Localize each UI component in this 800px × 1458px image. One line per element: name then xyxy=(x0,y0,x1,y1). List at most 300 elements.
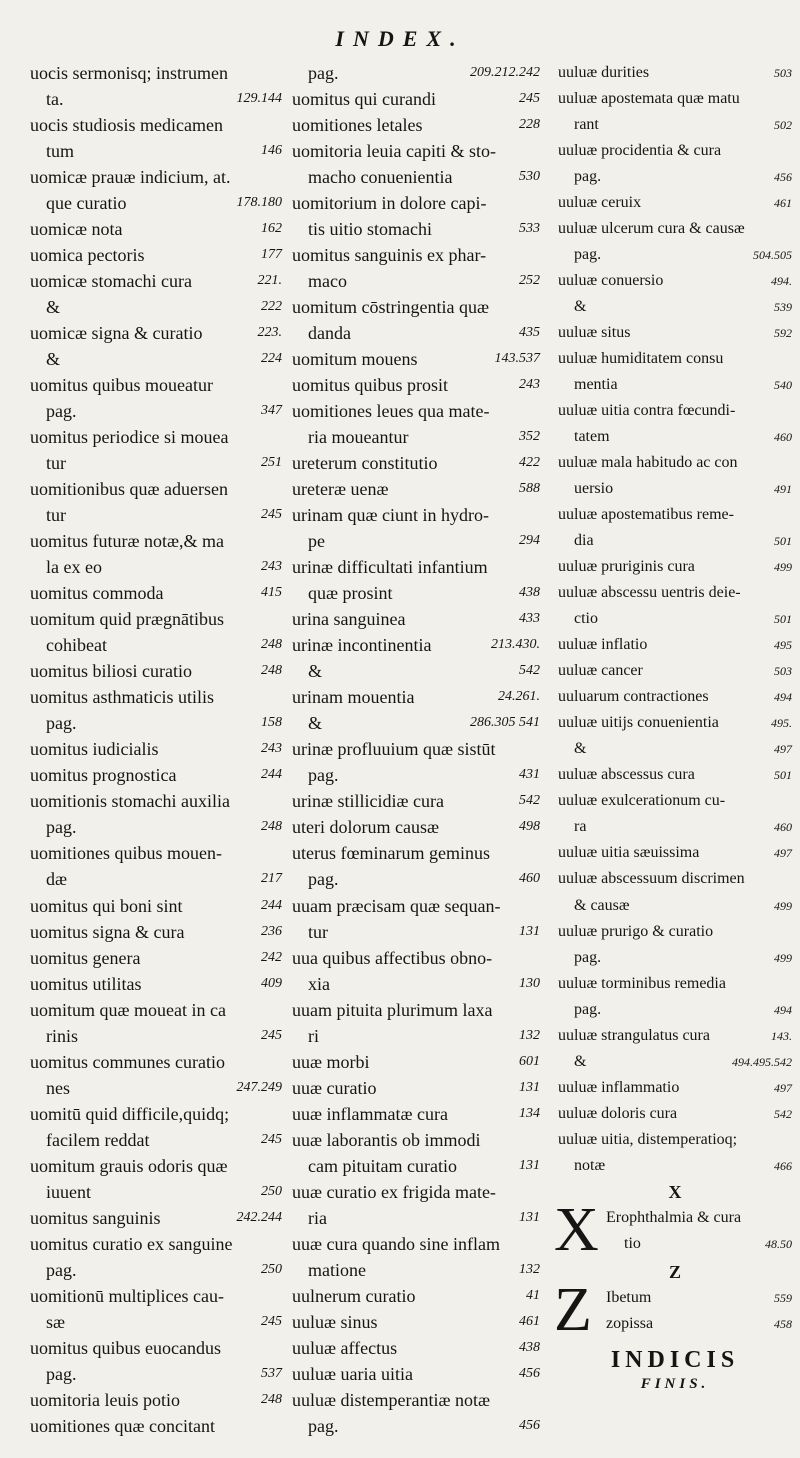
index-entry-line xyxy=(292,346,540,372)
page-ref: 504.505 xyxy=(753,248,792,263)
index-entry-line xyxy=(292,164,540,190)
entry-text: urinæ incontinentia xyxy=(292,635,432,656)
entry-text: uuluæ distemperantiæ notæ xyxy=(292,1389,490,1410)
page-ref: 131 xyxy=(519,1157,540,1173)
index-entry-line xyxy=(30,945,282,971)
entry-line xyxy=(606,1311,792,1337)
index-entry-line xyxy=(30,710,282,736)
index-entry-line xyxy=(30,1127,282,1153)
page-ref: 242 xyxy=(261,949,282,965)
entry-text: mentia xyxy=(574,376,618,394)
index-entry-line xyxy=(292,893,540,919)
page-ref: 245 xyxy=(261,1313,282,1329)
entry-text: uomitus commoda xyxy=(30,583,164,604)
entry-text: cohibeat xyxy=(46,635,107,656)
page-ref: 438 xyxy=(519,1339,540,1355)
entry-text: uomitus communes curatio xyxy=(30,1051,225,1072)
entry-text: pag. xyxy=(46,1363,77,1384)
page-ref: 131 xyxy=(519,923,540,939)
entry-text: uuluæ prurigo & curatio xyxy=(558,922,714,940)
index-entry-line xyxy=(292,632,540,658)
entry-text: tur xyxy=(308,921,328,942)
entry-text: Ibetum xyxy=(606,1288,652,1306)
entry-text: uomitus iudicialis xyxy=(30,739,159,760)
index-entry-line xyxy=(558,164,792,190)
entry-text: uomitus utilitas xyxy=(30,973,142,994)
index-entry-line xyxy=(292,554,540,580)
index-entry-line xyxy=(558,476,792,502)
index-entry-line xyxy=(30,346,282,372)
entry-text: urinæ profluuium quæ sistūt xyxy=(292,739,496,760)
page-ref: 433 xyxy=(519,611,540,627)
index-entry-line xyxy=(558,112,792,138)
page-ref: 501 xyxy=(774,768,792,783)
entry-text: & xyxy=(46,297,61,318)
index-entry-line xyxy=(292,945,540,971)
drop-cap-z: Z xyxy=(554,1275,592,1344)
page-ref: 250 xyxy=(261,1183,282,1199)
entry-text: uomitus qui boni sint xyxy=(30,895,183,916)
index-entry-line xyxy=(292,424,540,450)
page-ref: 41 xyxy=(526,1287,540,1303)
entry-text: uuluæ procidentia & cura xyxy=(558,142,722,160)
entry-text: ri xyxy=(308,1025,319,1046)
page-ref: 248 xyxy=(261,819,282,835)
entry-text: uua quibus affectibus obno- xyxy=(292,947,493,968)
entry-text: ureteræ uenæ xyxy=(292,479,389,500)
index-entry-line xyxy=(558,60,792,86)
index-entry-line xyxy=(292,1335,540,1361)
index-entry-line xyxy=(30,1387,282,1413)
page-ref: 540 xyxy=(774,378,792,393)
entry-text: tis uitio stomachi xyxy=(308,219,432,240)
index-entry-line xyxy=(30,476,282,502)
page-ref: 131 xyxy=(519,1079,540,1095)
page-ref: 245 xyxy=(261,1027,282,1043)
entry-text: uomitorium in dolore capi- xyxy=(292,193,487,214)
entry-text: uuluæ uaria uitia xyxy=(292,1363,413,1384)
entry-text: uuluæ ceruix xyxy=(558,194,642,212)
entry-text: uuluæ torminibus remedia xyxy=(558,974,726,992)
page-ref: 217 xyxy=(261,871,282,887)
page-ref: 132 xyxy=(519,1261,540,1277)
page-ref: 460 xyxy=(519,871,540,887)
entry-text: & xyxy=(46,349,61,370)
index-entry-line xyxy=(292,242,540,268)
page-ref: 458 xyxy=(774,1316,792,1331)
entry-text: uomitus sanguinis xyxy=(30,1207,161,1228)
page-ref: 503 xyxy=(774,664,792,679)
page-ref: 542 xyxy=(519,663,540,679)
index-entry-line xyxy=(30,1257,282,1283)
entry-text: urina sanguinea xyxy=(292,609,406,630)
page-ref: 466 xyxy=(774,1158,792,1173)
entry-text: uomitus quibus prosit xyxy=(292,375,449,396)
entry-text: uomica pectoris xyxy=(30,245,145,266)
index-entry-line xyxy=(292,788,540,814)
index-entry-line xyxy=(558,398,792,424)
page-ref: 409 xyxy=(261,975,282,991)
index-entry-line xyxy=(292,762,540,788)
entry-text: pag. xyxy=(46,817,77,838)
page-ref: 461 xyxy=(774,196,792,211)
entry-text: urinam quæ ciunt in hydro- xyxy=(292,505,489,526)
index-entry-line xyxy=(292,814,540,840)
entry-text: pag. xyxy=(46,401,77,422)
entry-text: uomitus quibus euocandus xyxy=(30,1337,221,1358)
page-ref: 129.144 xyxy=(236,91,282,107)
index-entry-line xyxy=(558,788,792,814)
entry-text: uomitum quid prægnātibus xyxy=(30,609,225,630)
page-ref: 286.305 541 xyxy=(470,715,540,731)
page-ref: 158 xyxy=(261,715,282,731)
index-entry-line xyxy=(30,1309,282,1335)
entry-text: pag. xyxy=(308,869,339,890)
index-entry-line xyxy=(292,502,540,528)
index-entry-line xyxy=(30,893,282,919)
index-entry-line xyxy=(30,1049,282,1075)
entry-text: uuluæ mala habitudo ac con xyxy=(558,454,738,472)
index-entry-line xyxy=(558,840,792,866)
page-ref: 131 xyxy=(519,1209,540,1225)
entry-text: uuluæ apostemata quæ matu xyxy=(558,90,740,108)
index-entry-line xyxy=(30,971,282,997)
page-ref: 431 xyxy=(519,767,540,783)
index-entry-line xyxy=(30,268,282,294)
index-entry-line xyxy=(30,242,282,268)
entry-text: uomitum grauis odoris quæ xyxy=(30,1155,228,1176)
entry-text: uuluæ humiditatem consu xyxy=(558,350,724,368)
index-entry-line xyxy=(30,86,282,112)
entry-text: urinam mouentia xyxy=(292,687,415,708)
entry-text: uuluæ affectus xyxy=(292,1337,398,1358)
entry-text: urinæ stillicidiæ cura xyxy=(292,791,444,812)
entry-text: pag. xyxy=(308,1415,339,1436)
index-entry-line xyxy=(558,372,792,398)
index-entry-line xyxy=(292,528,540,554)
index-entry-line xyxy=(30,840,282,866)
entry-text: pag. xyxy=(574,948,602,966)
page-ref: 601 xyxy=(519,1053,540,1069)
index-entry-line xyxy=(558,971,792,997)
index-entry-line xyxy=(292,1387,540,1413)
index-entry-line xyxy=(292,1101,540,1127)
page-ref: 533 xyxy=(519,221,540,237)
entry-text: uulnerum curatio xyxy=(292,1285,416,1306)
index-end xyxy=(558,1345,792,1393)
page-ref: 503 xyxy=(774,66,792,80)
entry-text: & xyxy=(574,1052,587,1070)
entry-text: notæ xyxy=(574,1156,606,1174)
page-ref: 243 xyxy=(261,741,282,757)
entry-text: matione xyxy=(308,1259,366,1280)
page-ref: 460 xyxy=(774,820,792,835)
entry-text: pag. xyxy=(574,1000,602,1018)
entry-text: urinæ difficultati infantium xyxy=(292,557,488,578)
index-entry-line xyxy=(30,1413,282,1439)
entry-text: uuæ laborantis ob immodi xyxy=(292,1129,481,1150)
index-entry-line xyxy=(292,1205,540,1231)
entry-text: uuam præcisam quæ sequan- xyxy=(292,895,501,916)
page-ref: 244 xyxy=(261,897,282,913)
page-ref: 460 xyxy=(774,430,792,445)
page-ref: 222 xyxy=(261,299,282,315)
index-entry-line xyxy=(30,1361,282,1387)
entry-text: uuluæ cancer xyxy=(558,662,643,680)
index-entry-line xyxy=(558,346,792,372)
index-entry-line xyxy=(292,1075,540,1101)
index-entry-line xyxy=(292,1309,540,1335)
index-entry-line xyxy=(30,528,282,554)
page-ref: 245 xyxy=(519,91,540,107)
entry-text: rant xyxy=(574,116,599,134)
entry-text: uomicæ nota xyxy=(30,219,123,240)
page-ref: 559 xyxy=(774,1290,792,1305)
entry-text: uuluæ doloris cura xyxy=(558,1104,678,1122)
entry-text: uomitoria leuis potio xyxy=(30,1389,180,1410)
page-ref: 134 xyxy=(519,1105,540,1121)
entry-text: quæ prosint xyxy=(308,583,393,604)
page-ref: 497 xyxy=(774,742,792,757)
entry-text: uocis studiosis medicamen xyxy=(30,115,223,136)
page-ref: 499 xyxy=(774,950,792,965)
index-entry-line xyxy=(292,1179,540,1205)
entry-text: uomitionis stomachi auxilia xyxy=(30,791,230,812)
entry-line xyxy=(624,1231,792,1257)
page-ref: 347 xyxy=(261,403,282,419)
index-entry-line xyxy=(558,606,792,632)
page-ref: 245 xyxy=(261,1131,282,1147)
index-entry-line xyxy=(292,684,540,710)
page-header: INDEX. xyxy=(335,26,465,51)
entry-text: pe xyxy=(308,531,325,552)
entry-text: uomitiones letales xyxy=(292,115,423,136)
index-entry-line xyxy=(558,684,792,710)
index-entry-line xyxy=(292,112,540,138)
entry-text: macho conuenientia xyxy=(308,167,453,188)
index-column-3-entries xyxy=(558,60,792,1179)
entry-text: uomitus asthmaticis utilis xyxy=(30,687,214,708)
index-entry-line xyxy=(30,138,282,164)
index-entry-line xyxy=(30,788,282,814)
index-entry-line xyxy=(30,398,282,424)
index-entry-line xyxy=(292,919,540,945)
index-entry-line xyxy=(558,1101,792,1127)
entry-text: uomitum quæ moueat in ca xyxy=(30,999,226,1020)
entry-text: uuluæ abscessu uentris deie- xyxy=(558,584,741,602)
page-ref: 494.495.542 xyxy=(732,1054,792,1069)
entry-text: pag. xyxy=(46,713,77,734)
page-ref: 252 xyxy=(519,273,540,289)
index-entry-line xyxy=(30,216,282,242)
index-entry-line xyxy=(558,424,792,450)
entry-text: uersio xyxy=(574,480,614,498)
index-entry-line xyxy=(292,86,540,112)
index-entry-line xyxy=(30,1231,282,1257)
index-entry-line xyxy=(30,1335,282,1361)
page-ref: 502 xyxy=(774,118,792,133)
entry-text: uuæ inflammatæ cura xyxy=(292,1103,448,1124)
page-ref: 248 xyxy=(261,663,282,679)
index-entry-line xyxy=(292,1049,540,1075)
entry-text: zopissa xyxy=(606,1314,654,1332)
index-entry-line xyxy=(292,190,540,216)
entry-text: pag. xyxy=(308,63,339,83)
page-ref: 491 xyxy=(774,482,792,497)
page-ref: 24.261. xyxy=(498,689,540,705)
index-entry-line xyxy=(558,1153,792,1179)
index-entry-line xyxy=(558,1023,792,1049)
entry-text: uomicæ signa & curatio xyxy=(30,323,203,344)
page-ref: 542 xyxy=(519,793,540,809)
index-entry-line xyxy=(292,658,540,684)
page-ref: 243 xyxy=(261,559,282,575)
entry-text: uteri dolorum causæ xyxy=(292,817,439,838)
page-ref: 539 xyxy=(774,300,792,315)
page-ref: 499 xyxy=(774,898,792,913)
index-column-1 xyxy=(30,60,282,1439)
entry-text: pag. xyxy=(46,1259,77,1280)
page-ref: 250 xyxy=(261,1261,282,1277)
page-ref: 178.180 xyxy=(236,195,282,211)
entry-text: ta. xyxy=(46,89,64,110)
entry-text: & xyxy=(574,298,587,316)
index-entry-line xyxy=(30,164,282,190)
page-ref: 537 xyxy=(261,1365,282,1381)
entry-text: rinis xyxy=(46,1025,79,1046)
page-ref: 501 xyxy=(774,534,792,549)
page-ref: 422 xyxy=(519,455,540,471)
page-ref: 162 xyxy=(261,221,282,237)
index-entry-line xyxy=(558,1075,792,1101)
index-entry-line xyxy=(30,60,282,86)
page-ref: 132 xyxy=(519,1027,540,1043)
entry-text: uuluæ sinus xyxy=(292,1311,378,1332)
index-entry-line xyxy=(292,971,540,997)
index-entry-line xyxy=(292,138,540,164)
index-entry-line xyxy=(292,1153,540,1179)
page-ref: 542 xyxy=(774,1106,792,1121)
entry-text: uuluæ uitia sæuissima xyxy=(558,844,700,862)
index-entry-line xyxy=(292,60,540,86)
entry-text: pag. xyxy=(574,168,602,186)
index-entry-line xyxy=(558,736,792,762)
page-ref: 495 xyxy=(774,638,792,653)
entry-text: uuluæ uitijs conuenientia xyxy=(558,714,719,732)
entry-text: uomicæ prauæ indicium, at. xyxy=(30,167,231,188)
entry-text: ctio xyxy=(574,610,598,628)
entry-text: uomitum cōstringentia quæ xyxy=(292,297,489,318)
index-entry-line xyxy=(558,1049,792,1075)
entry-text: uuluæ conuersio xyxy=(558,272,664,290)
entry-text: ria moueantur xyxy=(308,427,409,448)
index-entry-line xyxy=(30,866,282,892)
entry-text: uuluæ pruriginis cura xyxy=(558,558,695,576)
index-entry-line xyxy=(558,450,792,476)
index-entry-line xyxy=(292,1361,540,1387)
page-ref: 588 xyxy=(519,481,540,497)
index-entry-line xyxy=(30,606,282,632)
index-entry-line xyxy=(292,216,540,242)
page-ref: 143. xyxy=(771,1028,792,1043)
index-entry-line xyxy=(558,866,792,892)
index-entry-line xyxy=(558,294,792,320)
entry-text: uomicæ stomachi cura xyxy=(30,271,192,292)
entry-text: uomitiones leues qua mate- xyxy=(292,401,490,422)
page-ref: 497 xyxy=(774,1080,792,1095)
entry-text: uomitus qui curandi xyxy=(292,89,436,110)
index-entry-line xyxy=(30,580,282,606)
page-ref: 242.244 xyxy=(236,1209,282,1225)
index-entry-line xyxy=(30,1075,282,1101)
index-entry-line xyxy=(292,1127,540,1153)
entry-text: dia xyxy=(574,532,594,550)
index-entry-line xyxy=(292,1231,540,1257)
index-entry-line xyxy=(30,997,282,1023)
entry-text: uuæ curatio xyxy=(292,1077,377,1098)
index-entry-line xyxy=(558,242,792,268)
index-entry-line xyxy=(292,580,540,606)
index-entry-line xyxy=(558,632,792,658)
index-entry-line xyxy=(30,190,282,216)
entry-text: uomitus biliosi curatio xyxy=(30,661,192,682)
page-ref: 224 xyxy=(261,351,282,367)
entry-text: uomitus genera xyxy=(30,947,141,968)
entry-text: uuam pituita plurimum laxa xyxy=(292,999,493,1020)
entry-text: uuluæ strangulatus cura xyxy=(558,1026,710,1044)
entry-text: uuluæ uitia contra fœcundi- xyxy=(558,402,736,420)
page-ref: 501 xyxy=(774,612,792,627)
index-entry-line xyxy=(558,268,792,294)
entry-text: uomitoria leuia capiti & sto- xyxy=(292,141,496,162)
index-entry-line xyxy=(558,997,792,1023)
entry-text: uomitionibus quæ aduersen xyxy=(30,479,228,500)
page-ref: 494. xyxy=(771,274,792,289)
section-x-entry xyxy=(554,1195,792,1264)
index-entry-line xyxy=(292,450,540,476)
page-ref: 495. xyxy=(771,716,792,731)
entry-line xyxy=(606,1285,792,1311)
entry-line xyxy=(606,1205,792,1231)
index-entry-line xyxy=(292,268,540,294)
page-ref: 592 xyxy=(774,326,792,341)
entry-text: tatem xyxy=(574,428,610,446)
entry-text: uomitionū multiplices cau- xyxy=(30,1285,224,1306)
index-entry-line xyxy=(558,320,792,346)
index-entry-line xyxy=(558,502,792,528)
index-entry-line xyxy=(30,1153,282,1179)
index-entry-line xyxy=(292,840,540,866)
page-ref: 247.249 xyxy=(236,1079,282,1095)
entry-text: uuluæ durities xyxy=(558,64,650,81)
page-ref: 498 xyxy=(519,819,540,835)
index-entry-line xyxy=(292,1257,540,1283)
entry-text: & xyxy=(308,713,323,734)
entry-text: danda xyxy=(308,323,351,344)
index-entry-line xyxy=(292,1023,540,1049)
page-ref: 143.537 xyxy=(494,351,540,367)
page-ref: 461 xyxy=(519,1313,540,1329)
entry-text: uomitus periodice si mouea xyxy=(30,427,229,448)
entry-text: tio xyxy=(624,1234,641,1252)
index-entry-line xyxy=(30,632,282,658)
entry-text: pag. xyxy=(574,246,602,264)
index-entry-line xyxy=(30,450,282,476)
entry-text: ria xyxy=(308,1207,327,1228)
entry-text: ureterum constitutio xyxy=(292,453,438,474)
entry-text: uocis sermonisq; instrumen xyxy=(30,63,228,83)
entry-text: uuluæ abscessus cura xyxy=(558,766,695,784)
